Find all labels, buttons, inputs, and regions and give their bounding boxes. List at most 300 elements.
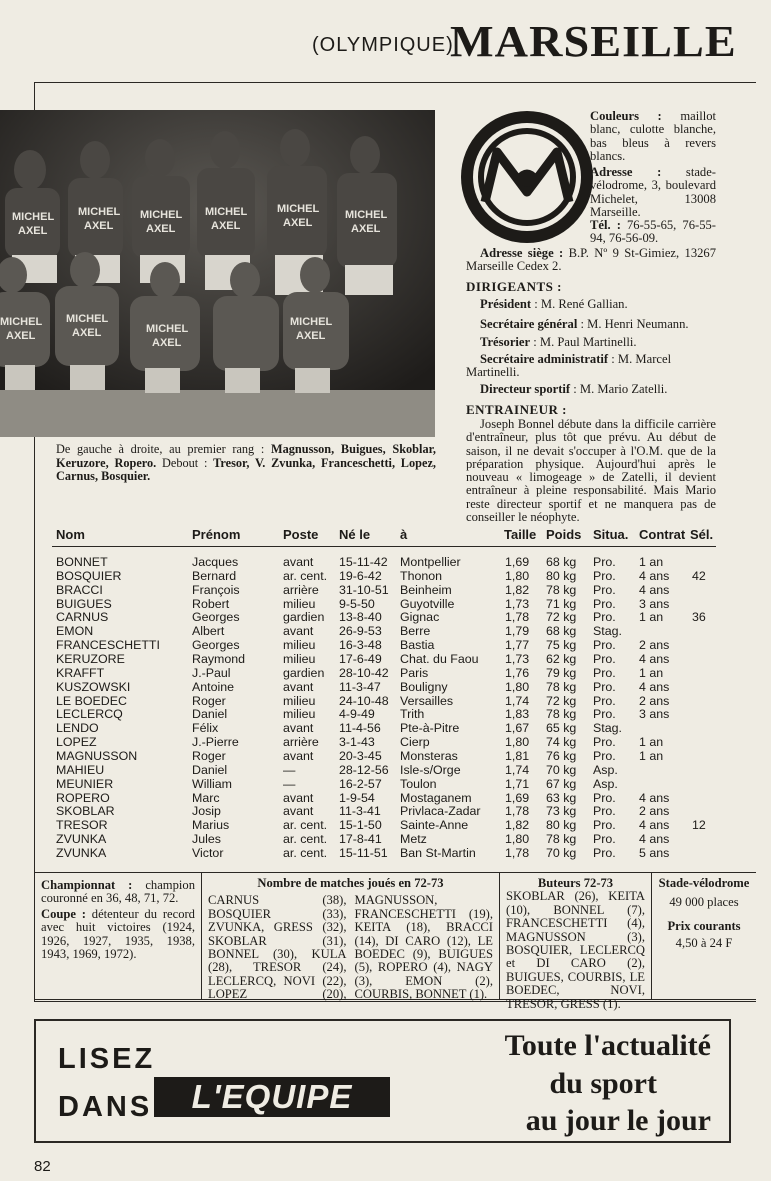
cell-selections: 36	[692, 610, 706, 625]
cell-contract: 2 ans	[639, 638, 670, 653]
page-number: 82	[34, 1158, 51, 1175]
svg-text:MICHEL: MICHEL	[12, 211, 55, 223]
ad-line-3: au jour le jour	[525, 1104, 711, 1137]
header-title: MARSEILLE	[450, 17, 737, 66]
cell-height: 1,80	[505, 735, 530, 750]
cell-position: —	[283, 776, 296, 791]
cell-status: Stag.	[593, 721, 622, 736]
cell-birthplace: Monsteras	[400, 749, 458, 764]
lequipe-advertisement	[34, 1019, 731, 1143]
table-row	[0, 707, 771, 721]
cell-born: 16-3-48	[339, 638, 382, 653]
cell-name: MAGNUSSON	[56, 749, 138, 764]
col-header-birthplace: à	[400, 527, 408, 542]
scorers-heading: Buteurs 72-73	[537, 876, 614, 890]
svg-text:AXEL: AXEL	[211, 220, 241, 232]
cell-height: 1,78	[505, 610, 530, 625]
matches-text: CARNUS (38), BOSQUIER (33), ZVUNKA, GRESS (32), SKOBLAR (31), BONNEL (30), KULA (28), TRESOR (24), LECLERCQ, NOVI (22), LOPEZ (20), MAGNUSSON, FRANCESCHETTI (19), KEITA (18), BRACCI (14), DI CARO (12), LE BOEDEC (9), BUIGUES (5), ROPERO (4), NAGY (3), EMON (2), COURBIS, BONNET (1).	[208, 893, 493, 1002]
cell-born: 28-10-42	[339, 665, 389, 680]
cell-name: BUIGUES	[56, 596, 112, 611]
cell-name: EMON	[56, 624, 94, 639]
cell-contract: 1 an	[639, 555, 664, 569]
cup-text	[41, 908, 195, 962]
cell-name: KRAFFT	[56, 665, 105, 680]
cell-weight: 78 kg	[546, 707, 577, 722]
cell-weight: 78 kg	[546, 582, 577, 597]
cell-height: 1,69	[505, 790, 530, 805]
ad-lisez: LISEZ	[58, 1043, 156, 1075]
table-row	[0, 749, 771, 763]
cell-born: 11-3-47	[339, 679, 381, 694]
table-row	[0, 680, 771, 694]
cell-name: FRANCESCHETTI	[56, 638, 160, 653]
svg-text:AXEL: AXEL	[152, 337, 182, 349]
club-logo	[457, 107, 597, 247]
cell-contract: 4 ans	[639, 818, 670, 833]
phone-value: 76-55-65, 76-55-94, 76-56-09.	[590, 218, 716, 246]
cell-born: 24-10-48	[339, 693, 389, 708]
cell-birthplace: Toulon	[400, 776, 437, 791]
cell-status: Asp.	[593, 776, 618, 791]
col-header-weight: Poids	[546, 527, 582, 542]
cell-firstname: William	[192, 776, 232, 791]
cell-status: Pro.	[593, 679, 616, 694]
lequipe-logo: L'EQUIPE	[154, 1077, 390, 1117]
cell-position: gardien	[283, 610, 325, 625]
svg-text:MICHEL: MICHEL	[205, 206, 248, 218]
cell-status: Stag.	[593, 624, 622, 639]
cell-weight: 65 kg	[546, 721, 577, 736]
cup-label: Coupe :	[41, 906, 86, 921]
cell-name: LECLERCQ	[56, 707, 123, 722]
cell-birthplace: Privlaca-Zadar	[400, 804, 481, 819]
cell-height: 1,73	[505, 652, 530, 667]
cell-position: ar. cent.	[283, 818, 328, 833]
svg-text:MICHEL: MICHEL	[146, 323, 189, 335]
col-header-status: Situa.	[593, 527, 629, 542]
cell-name: BRACCI	[56, 582, 103, 597]
cell-born: 13-8-40	[339, 610, 382, 625]
address-value: stade-vélodrome, 3, boulevard Michelet, 13008 Marseille.	[590, 165, 716, 219]
cell-position: avant	[283, 624, 314, 639]
cell-contract: 4 ans	[639, 790, 670, 805]
table-row	[0, 624, 771, 638]
cell-status: Pro.	[593, 638, 616, 653]
hq-label: Adresse siège :	[480, 246, 564, 260]
cell-position: avant	[283, 679, 314, 694]
cell-height: 1,78	[505, 846, 530, 861]
cell-contract: 1 an	[639, 749, 664, 764]
cell-contract: 3 ans	[639, 707, 670, 722]
cell-status: Pro.	[593, 693, 616, 708]
ad-line-2: du sport	[549, 1067, 657, 1100]
table-row	[0, 666, 771, 680]
director-line	[466, 336, 716, 349]
cell-position: avant	[283, 555, 314, 569]
cell-contract: 2 ans	[639, 804, 670, 819]
director-role: Président	[480, 297, 532, 311]
table-row	[0, 804, 771, 818]
cell-position: avant	[283, 804, 314, 819]
cell-born: 16-2-57	[339, 776, 382, 791]
table-row	[0, 597, 771, 611]
cell-firstname: Daniel	[192, 762, 228, 777]
ad-line-1: Toute l'actualité	[504, 1029, 711, 1062]
svg-text:MICHEL: MICHEL	[66, 313, 109, 325]
cell-height: 1,83	[505, 707, 530, 722]
club-hq-address	[466, 247, 716, 274]
director-role: Secrétaire général	[480, 317, 578, 331]
cell-born: 1-9-54	[339, 790, 375, 805]
cell-position: avant	[283, 721, 314, 736]
cell-position: arrière	[283, 582, 319, 597]
cell-status: Pro.	[593, 749, 616, 764]
director-name: : M. Paul Martinelli.	[530, 335, 637, 349]
cell-name: CARNUS	[56, 610, 109, 625]
header-subtitle: (OLYMPIQUE)	[312, 34, 454, 56]
cell-name: KERUZORE	[56, 652, 125, 667]
caption-names-back: Tresor, V. Zvunka, Franceschetti, Lopez, Carnus, Bosquier.	[56, 455, 436, 483]
club-colors	[590, 110, 716, 163]
championship-value: champion couronné en 36, 48, 71, 72.	[41, 878, 195, 906]
svg-text:AXEL: AXEL	[283, 217, 313, 229]
cell-born: 28-12-56	[339, 762, 389, 777]
address-label: Adresse :	[590, 165, 662, 179]
svg-text:AXEL: AXEL	[84, 220, 114, 232]
cell-height: 1,67	[505, 721, 530, 736]
col-header-contract: Contrat	[639, 527, 686, 542]
cell-born: 9-5-50	[339, 596, 375, 611]
caption-text: De gauche à droite, au premier rang :	[56, 442, 271, 456]
cell-birthplace: Metz	[400, 832, 427, 847]
svg-text:AXEL: AXEL	[296, 330, 326, 342]
cell-status: Pro.	[593, 652, 616, 667]
cell-contract: 1 an	[639, 610, 664, 625]
table-row	[0, 832, 771, 846]
cell-birthplace: Paris	[400, 665, 429, 680]
cell-born: 15-1-50	[339, 818, 382, 833]
cell-birthplace: Trith	[400, 707, 425, 722]
cell-firstname: Georges	[192, 610, 240, 625]
svg-text:AXEL: AXEL	[146, 223, 176, 235]
cell-weight: 78 kg	[546, 832, 577, 847]
cell-height: 1,71	[505, 776, 530, 791]
cell-birthplace: Ban St-Martin	[400, 846, 476, 861]
cell-born: 4-9-49	[339, 707, 375, 722]
cell-position: milieu	[283, 693, 316, 708]
col-header-selections: Sél.	[690, 527, 714, 542]
svg-text:MICHEL: MICHEL	[290, 316, 333, 328]
cell-name: LOPEZ	[56, 735, 97, 750]
caption-text-2: Debout :	[156, 455, 214, 470]
cell-contract: 1 an	[639, 665, 664, 680]
cell-height: 1,82	[505, 818, 530, 833]
cell-height: 1,79	[505, 624, 530, 639]
ad-dans: DANS	[58, 1091, 153, 1123]
director-line	[466, 353, 716, 380]
director-name: : M. Marcel Martinelli.	[466, 352, 672, 380]
scorers-text: SKOBLAR (26), KEITA (10), BONNEL (7), FRANCESCHETTI (4), MAGNUSSON (3), BOSQUIER, LECLERCQ et DI CARO (2), BUIGUES, COURBIS, LE BOEDEC, NOVI, TRESOR, GRESS (1).	[506, 889, 645, 1011]
director-name: : M. René Gallian.	[531, 297, 628, 311]
cell-weight: 70 kg	[546, 846, 577, 861]
svg-text:AXEL: AXEL	[72, 327, 102, 339]
cell-birthplace: Isle-s/Orge	[400, 762, 461, 777]
cell-firstname: Roger	[192, 693, 226, 708]
col-header-firstname: Prénom	[192, 527, 241, 542]
cell-firstname: J.-Paul	[192, 665, 231, 680]
col-header-name: Nom	[56, 527, 85, 542]
cell-height: 1,80	[505, 832, 530, 847]
svg-text:MICHEL: MICHEL	[345, 209, 388, 221]
cell-position: milieu	[283, 707, 316, 722]
col-header-born: Né le	[339, 527, 371, 542]
cell-birthplace: Guyotville	[400, 596, 455, 611]
cell-firstname: Raymond	[192, 652, 246, 667]
svg-text:MICHEL: MICHEL	[140, 209, 183, 221]
cell-status: Pro.	[593, 846, 616, 861]
cell-birthplace: Mostaganem	[400, 790, 472, 805]
cell-height: 1,69	[505, 555, 530, 569]
director-role: Secrétaire administratif	[480, 352, 609, 366]
matches-box	[202, 872, 500, 1000]
cell-name: SKOBLAR	[56, 804, 115, 819]
cell-status: Pro.	[593, 555, 616, 569]
cell-birthplace: Berre	[400, 624, 431, 639]
table-row	[0, 818, 771, 832]
cell-firstname: Félix	[192, 721, 219, 736]
table-row	[0, 555, 771, 569]
cell-birthplace: Bastia	[400, 638, 435, 653]
table-row	[0, 694, 771, 708]
director-name: : M. Mario Zatelli.	[570, 382, 668, 396]
table-row	[0, 721, 771, 735]
cell-name: ZVUNKA	[56, 832, 107, 847]
cell-position: avant	[283, 790, 314, 805]
cell-firstname: Victor	[192, 846, 224, 861]
cell-firstname: François	[192, 582, 240, 597]
cell-name: ZVUNKA	[56, 846, 107, 861]
stats-boxes	[34, 872, 756, 1011]
cell-position: milieu	[283, 596, 316, 611]
cell-weight: 73 kg	[546, 804, 577, 819]
cell-status: Pro.	[593, 790, 616, 805]
stadium-box	[652, 872, 756, 1000]
cell-position: —	[283, 762, 296, 777]
cell-name: ROPERO	[56, 790, 110, 805]
cell-status: Pro.	[593, 818, 616, 833]
cell-height: 1,81	[505, 749, 530, 764]
cell-birthplace: Sainte-Anne	[400, 818, 469, 833]
prices-value: 4,50 à 24 F	[675, 936, 733, 951]
championship-text	[41, 879, 195, 906]
cell-weight: 79 kg	[546, 665, 577, 680]
stadium-heading: Stade-vélodrome	[658, 876, 750, 890]
cell-name: KUSZOWSKI	[56, 679, 131, 694]
cell-born: 20-3-45	[339, 749, 382, 764]
cell-weight: 80 kg	[546, 818, 577, 833]
cell-born: 15-11-42	[339, 555, 388, 569]
colors-value: maillot blanc, culotte blanche, bas bleus à revers blancs.	[590, 109, 716, 163]
cell-status: Asp.	[593, 762, 618, 777]
svg-text:MICHEL: MICHEL	[0, 316, 43, 328]
cell-status: Pro.	[593, 610, 616, 625]
cell-contract: 4 ans	[639, 679, 670, 694]
cell-position: ar. cent.	[283, 832, 328, 847]
table-row	[0, 735, 771, 749]
cell-weight: 68 kg	[546, 555, 577, 569]
director-role: Directeur sportif	[480, 382, 571, 396]
director-name: : M. Henri Neumann.	[577, 317, 689, 331]
cell-born: 11-4-56	[339, 721, 381, 736]
cell-born: 11-3-41	[339, 804, 381, 819]
cell-position: ar. cent.	[283, 568, 328, 583]
cell-firstname: Georges	[192, 638, 240, 653]
cell-weight: 75 kg	[546, 638, 577, 653]
cup-value: détenteur du record avec huit victoires (1924, 1926, 1927, 1935, 1938, 1943, 1969, 1972).	[41, 906, 195, 962]
svg-text:AXEL: AXEL	[18, 225, 48, 237]
cell-weight: 67 kg	[546, 776, 577, 791]
cell-born: 17-8-41	[339, 832, 382, 847]
table-row	[0, 610, 771, 624]
cell-name: MEUNIER	[56, 776, 114, 791]
director-line	[466, 318, 716, 331]
table-row	[0, 777, 771, 791]
cell-height: 1,77	[505, 638, 530, 653]
hq-value: B.P. Nº 9 St-Gimiez, 13267 Marseille Cedex 2.	[466, 246, 717, 274]
cell-firstname: Marc	[192, 790, 220, 805]
cell-weight: 72 kg	[546, 610, 577, 625]
cell-status: Pro.	[593, 568, 616, 583]
cell-selections: 12	[692, 818, 706, 833]
cell-firstname: Marius	[192, 818, 230, 833]
cell-weight: 78 kg	[546, 679, 577, 694]
cell-height: 1,78	[505, 804, 530, 819]
cell-weight: 70 kg	[546, 762, 577, 777]
table-row	[0, 791, 771, 805]
table-row	[0, 583, 771, 597]
table-row	[0, 638, 771, 652]
cell-weight: 63 kg	[546, 790, 577, 805]
cell-name: LENDO	[56, 721, 99, 736]
colors-label: Couleurs :	[590, 109, 662, 123]
cell-birthplace: Versailles	[400, 693, 454, 708]
director-role: Trésorier	[480, 335, 531, 349]
phone-label: Tél. :	[590, 218, 621, 232]
cell-born: 3-1-43	[339, 735, 375, 750]
championship-label: Championnat :	[41, 878, 133, 892]
cell-position: arrière	[283, 735, 319, 750]
caption-names-front: Magnusson, Buigues, Skoblar, Keruzore, Ropero.	[56, 442, 436, 470]
cell-status: Pro.	[593, 596, 616, 611]
cell-firstname: Roger	[192, 749, 226, 764]
cell-height: 1,73	[505, 596, 530, 611]
cell-firstname: Daniel	[192, 707, 228, 722]
cell-status: Pro.	[593, 735, 616, 750]
cell-birthplace: Bouligny	[400, 679, 448, 694]
prices-heading: Prix courants	[667, 918, 741, 933]
svg-text:MICHEL: MICHEL	[277, 203, 320, 215]
svg-text:AXEL: AXEL	[6, 330, 36, 342]
cell-contract: 4 ans	[639, 832, 670, 847]
cell-position: milieu	[283, 638, 316, 653]
cell-height: 1,74	[505, 693, 530, 708]
club-address	[590, 166, 716, 219]
cell-birthplace: Gignac	[400, 610, 440, 625]
team-photo	[0, 110, 435, 437]
cell-height: 1,74	[505, 762, 530, 777]
cell-weight: 71 kg	[546, 596, 577, 611]
cell-contract: 1 an	[639, 735, 664, 750]
cell-birthplace: Montpellier	[400, 555, 461, 569]
table-row	[0, 846, 771, 860]
cell-birthplace: Beinheim	[400, 582, 452, 597]
cell-status: Pro.	[593, 707, 616, 722]
cell-selections: 42	[692, 568, 706, 583]
cell-status: Pro.	[593, 804, 616, 819]
cell-born: 15-11-51	[339, 846, 388, 861]
cell-firstname: Bernard	[192, 568, 237, 583]
cell-born: 26-9-53	[339, 624, 382, 639]
cell-weight: 72 kg	[546, 693, 577, 708]
cell-birthplace: Thonon	[400, 568, 443, 583]
honours-box	[34, 872, 202, 1000]
stadium-places: 49 000 places	[669, 895, 739, 910]
table-row	[0, 569, 771, 583]
cell-weight: 80 kg	[546, 568, 577, 583]
cell-contract: 4 ans	[639, 652, 670, 667]
roster-header-rule	[52, 546, 716, 547]
cell-firstname: Antoine	[192, 679, 235, 694]
cell-born: 19-6-42	[339, 568, 382, 583]
cell-status: Pro.	[593, 665, 616, 680]
cell-contract: 2 ans	[639, 693, 670, 708]
cell-weight: 74 kg	[546, 735, 577, 750]
svg-text:AXEL: AXEL	[351, 223, 381, 235]
cell-contract: 5 ans	[639, 846, 670, 861]
cell-weight: 62 kg	[546, 652, 577, 667]
cell-position: avant	[283, 749, 314, 764]
cell-birthplace: Pte-à-Pitre	[400, 721, 460, 736]
cell-height: 1,82	[505, 582, 530, 597]
cell-contract: 3 ans	[639, 596, 670, 611]
cell-name: BONNET	[56, 555, 108, 569]
cell-birthplace: Cierp	[400, 735, 430, 750]
club-phone	[590, 219, 716, 246]
cell-height: 1,80	[505, 568, 530, 583]
cell-contract: 4 ans	[639, 568, 670, 583]
cell-name: BOSQUIER	[56, 568, 122, 583]
cell-birthplace: Chat. du Faou	[400, 652, 479, 667]
cell-status: Pro.	[593, 832, 616, 847]
table-row	[0, 652, 771, 666]
cell-status: Pro.	[593, 582, 616, 597]
trainer-text: Joseph Bonnel débute dans la difficile carrière d'entraîneur, plus tôt que prévu. Au début de saison, il ne devait s'occuper à l'O.M. que de la préparation physique. Aujourd'hui après le nouveau « limogeage » de Zatelli, il devient entraîneur à pleine responsabilité. Mais Mario reste directeur sportif et ne manquera pas de conseiller le néophyte.	[466, 417, 716, 525]
col-header-position: Poste	[283, 527, 319, 542]
cell-position: milieu	[283, 652, 316, 667]
photo-caption	[56, 443, 436, 484]
cell-contract: 4 ans	[639, 582, 670, 597]
cell-born: 31-10-51	[339, 582, 389, 597]
matches-heading: Nombre de matches joués en 72-73	[257, 876, 444, 890]
cell-firstname: Albert	[192, 624, 225, 639]
svg-text:MICHEL: MICHEL	[78, 206, 121, 218]
col-header-height: Taille	[504, 527, 537, 542]
cell-firstname: Josip	[192, 804, 221, 819]
cell-name: MAHIEU	[56, 762, 105, 777]
cell-weight: 68 kg	[546, 624, 577, 639]
director-line	[466, 383, 716, 396]
cell-name: TRESOR	[56, 818, 108, 833]
